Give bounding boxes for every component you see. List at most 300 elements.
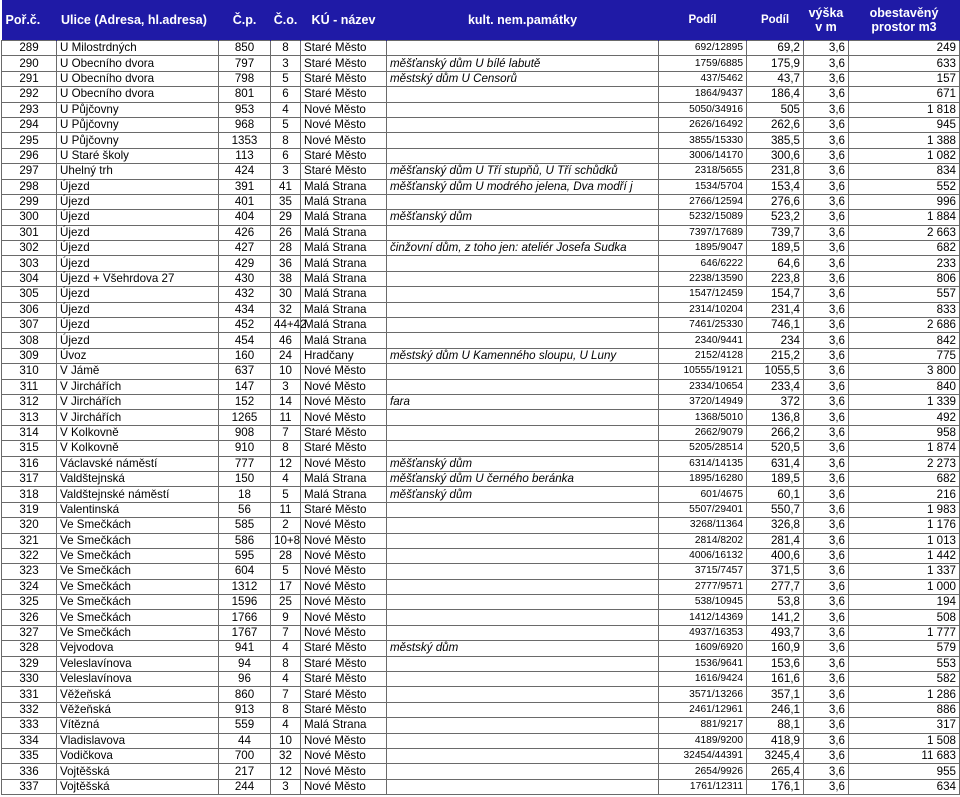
cell-volume: 11 683: [849, 748, 960, 763]
cell-ku: Nové Město: [301, 764, 387, 779]
cell-volume: 157: [849, 71, 960, 86]
cell-share-2: 276,6: [747, 194, 804, 209]
cell-share-1: 4189/9200: [659, 733, 747, 748]
cell-height: 3,6: [804, 733, 849, 748]
cell-ku: Staré Město: [301, 656, 387, 671]
cell-heritage: měšťanský dům U modrého jelena, Dva modří j: [387, 179, 659, 194]
table-row: [2, 441, 960, 456]
cell-height: 3,6: [804, 56, 849, 71]
cell-height: 3,6: [804, 71, 849, 86]
cell-volume: 1 013: [849, 533, 960, 548]
cell-height: 3,6: [804, 394, 849, 409]
cell-street: V Jámě: [57, 364, 219, 379]
cell-height: 3,6: [804, 533, 849, 548]
cell-share-2: 739,7: [747, 225, 804, 240]
cell-order: 324: [2, 579, 57, 594]
cell-order: 316: [2, 456, 57, 471]
cell-cp: 700: [219, 748, 271, 763]
cell-share-2: 281,4: [747, 533, 804, 548]
table-row: [2, 610, 960, 625]
cell-heritage: [387, 733, 659, 748]
cell-co: 30: [271, 287, 301, 302]
cell-co: 28: [271, 241, 301, 256]
cell-cp: 452: [219, 318, 271, 333]
cell-cp: 217: [219, 764, 271, 779]
cell-co: 8: [271, 702, 301, 717]
cell-volume: 1 442: [849, 548, 960, 563]
cell-heritage: městský dům U Kamenného sloupu, U Luny: [387, 348, 659, 363]
table-row: [2, 641, 960, 656]
cell-co: 44+42: [271, 318, 301, 333]
cell-heritage: městský dům U Censorů: [387, 71, 659, 86]
cell-share-2: 160,9: [747, 641, 804, 656]
cell-ku: Staré Město: [301, 41, 387, 56]
cell-volume: 249: [849, 41, 960, 56]
cell-co: 14: [271, 394, 301, 409]
cell-cp: 910: [219, 441, 271, 456]
cell-co: 28: [271, 548, 301, 563]
cell-height: 3,6: [804, 441, 849, 456]
cell-co: 11: [271, 502, 301, 517]
cell-ku: Nové Město: [301, 610, 387, 625]
cell-volume: 1 884: [849, 210, 960, 225]
cell-heritage: měšťanský dům U černého beránka: [387, 471, 659, 486]
cell-cp: 404: [219, 210, 271, 225]
cell-ku: Malá Strana: [301, 225, 387, 240]
cell-cp: 152: [219, 394, 271, 409]
cell-share-1: 3720/14949: [659, 394, 747, 409]
cell-street: Ve Smečkách: [57, 548, 219, 563]
cell-height: 3,6: [804, 102, 849, 117]
cell-share-2: 231,8: [747, 164, 804, 179]
cell-volume: 1 337: [849, 564, 960, 579]
cell-cp: 941: [219, 641, 271, 656]
cell-co: 3: [271, 779, 301, 794]
cell-co: 8: [271, 656, 301, 671]
cell-share-1: 1534/5704: [659, 179, 747, 194]
cell-height: 3,6: [804, 256, 849, 271]
cell-cp: 150: [219, 471, 271, 486]
cell-street: Veleslavínova: [57, 672, 219, 687]
table-row: [2, 225, 960, 240]
table-row: [2, 579, 960, 594]
cell-order: 337: [2, 779, 57, 794]
cell-street: Věžeňská: [57, 702, 219, 717]
cell-share-1: 2334/10654: [659, 379, 747, 394]
cell-order: 319: [2, 502, 57, 517]
cell-street: Uhelný trh: [57, 164, 219, 179]
cell-heritage: [387, 302, 659, 317]
cell-height: 3,6: [804, 364, 849, 379]
cell-heritage: měšťanský dům U Tří stupňů, U Tří schůdků: [387, 164, 659, 179]
cell-street: V Kolkovně: [57, 425, 219, 440]
cell-share-1: 1616/9424: [659, 672, 747, 687]
cell-share-1: 1536/9641: [659, 656, 747, 671]
cell-volume: 552: [849, 179, 960, 194]
cell-street: Ve Smečkách: [57, 579, 219, 594]
cell-order: 304: [2, 271, 57, 286]
cell-ku: Malá Strana: [301, 318, 387, 333]
cell-co: 7: [271, 625, 301, 640]
cell-order: 314: [2, 425, 57, 440]
cell-cp: 454: [219, 333, 271, 348]
cell-order: 335: [2, 748, 57, 763]
cell-order: 289: [2, 41, 57, 56]
cell-share-1: 1895/16280: [659, 471, 747, 486]
cell-ku: Malá Strana: [301, 302, 387, 317]
cell-heritage: městský dům: [387, 641, 659, 656]
cell-order: 328: [2, 641, 57, 656]
cell-height: 3,6: [804, 687, 849, 702]
cell-cp: 401: [219, 194, 271, 209]
cell-cp: 798: [219, 71, 271, 86]
cell-share-1: 2152/4128: [659, 348, 747, 363]
cell-share-2: 418,9: [747, 733, 804, 748]
cell-heritage: [387, 518, 659, 533]
cell-order: 325: [2, 595, 57, 610]
cell-share-2: 233,4: [747, 379, 804, 394]
cell-co: 3: [271, 379, 301, 394]
cell-heritage: [387, 610, 659, 625]
cell-share-2: 153,6: [747, 656, 804, 671]
table-row: [2, 687, 960, 702]
cell-share-1: 1864/9437: [659, 87, 747, 102]
cell-cp: 94: [219, 656, 271, 671]
cell-volume: 194: [849, 595, 960, 610]
cell-heritage: [387, 87, 659, 102]
cell-share-2: 189,5: [747, 471, 804, 486]
cell-heritage: měšťanský dům: [387, 210, 659, 225]
cell-order: 318: [2, 487, 57, 502]
cell-ku: Nové Město: [301, 394, 387, 409]
cell-order: 307: [2, 318, 57, 333]
cell-volume: 840: [849, 379, 960, 394]
cell-heritage: [387, 287, 659, 302]
table-row: [2, 41, 960, 56]
cell-volume: 671: [849, 87, 960, 102]
cell-height: 3,6: [804, 641, 849, 656]
table-row: [2, 364, 960, 379]
cell-height: 3,6: [804, 41, 849, 56]
table-row: [2, 410, 960, 425]
cell-cp: 1312: [219, 579, 271, 594]
cell-height: 3,6: [804, 333, 849, 348]
cell-height: 3,6: [804, 595, 849, 610]
table-row: [2, 56, 960, 71]
cell-share-1: 646/6222: [659, 256, 747, 271]
cell-order: 299: [2, 194, 57, 209]
cell-cp: 797: [219, 56, 271, 71]
cell-cp: 585: [219, 518, 271, 533]
cell-volume: 682: [849, 241, 960, 256]
cell-ku: Nové Město: [301, 410, 387, 425]
cell-heritage: [387, 225, 659, 240]
cell-street: U Půjčovny: [57, 133, 219, 148]
cell-street: Valdštejnské náměstí: [57, 487, 219, 502]
cell-share-2: 153,4: [747, 179, 804, 194]
cell-heritage: [387, 194, 659, 209]
cell-street: U Obecního dvora: [57, 56, 219, 71]
cell-co: 4: [271, 471, 301, 486]
cell-street: Vodičkova: [57, 748, 219, 763]
cell-share-1: 2654/9926: [659, 764, 747, 779]
cell-share-2: 300,6: [747, 148, 804, 163]
cell-share-1: 5232/15089: [659, 210, 747, 225]
cell-ku: Nové Město: [301, 379, 387, 394]
cell-cp: 430: [219, 271, 271, 286]
cell-order: 292: [2, 87, 57, 102]
cell-share-1: 2626/16492: [659, 117, 747, 132]
cell-ku: Nové Město: [301, 533, 387, 548]
cell-street: Újezd: [57, 194, 219, 209]
cell-volume: 1 508: [849, 733, 960, 748]
cell-ku: Nové Město: [301, 733, 387, 748]
cell-share-1: 5050/34916: [659, 102, 747, 117]
cell-co: 10: [271, 364, 301, 379]
cell-share-1: 2318/5655: [659, 164, 747, 179]
cell-co: 29: [271, 210, 301, 225]
cell-share-1: 881/9217: [659, 718, 747, 733]
cell-share-2: 265,4: [747, 764, 804, 779]
cell-share-2: 746,1: [747, 318, 804, 333]
cell-cp: 56: [219, 502, 271, 517]
cell-height: 3,6: [804, 133, 849, 148]
cell-share-1: 2662/9079: [659, 425, 747, 440]
cell-share-1: 6314/14135: [659, 456, 747, 471]
cell-co: 32: [271, 302, 301, 317]
cell-share-1: 32454/44391: [659, 748, 747, 763]
cell-ku: Malá Strana: [301, 194, 387, 209]
cell-share-2: 189,5: [747, 241, 804, 256]
cell-share-1: 7461/25330: [659, 318, 747, 333]
cell-share-2: 277,7: [747, 579, 804, 594]
cell-co: 6: [271, 148, 301, 163]
cell-heritage: [387, 595, 659, 610]
cell-heritage: [387, 425, 659, 440]
cell-cp: 913: [219, 702, 271, 717]
cell-share-2: 175,9: [747, 56, 804, 71]
cell-ku: Staré Město: [301, 164, 387, 179]
cell-height: 3,6: [804, 718, 849, 733]
cell-order: 326: [2, 610, 57, 625]
cell-heritage: [387, 687, 659, 702]
cell-height: 3,6: [804, 779, 849, 794]
cell-height: 3,6: [804, 194, 849, 209]
cell-ku: Hradčany: [301, 348, 387, 363]
table-row: [2, 333, 960, 348]
cell-cp: 426: [219, 225, 271, 240]
cell-share-2: 64,6: [747, 256, 804, 271]
cell-height: 3,6: [804, 117, 849, 132]
cell-share-2: 43,7: [747, 71, 804, 86]
table-row: [2, 518, 960, 533]
cell-co: 12: [271, 764, 301, 779]
cell-share-2: 266,2: [747, 425, 804, 440]
cell-co: 4: [271, 718, 301, 733]
cell-order: 302: [2, 241, 57, 256]
cell-share-1: 1895/9047: [659, 241, 747, 256]
table-row: [2, 348, 960, 363]
cell-heritage: fara: [387, 394, 659, 409]
cell-share-2: 1055,5: [747, 364, 804, 379]
cell-heritage: [387, 318, 659, 333]
table-row: [2, 87, 960, 102]
table-row: [2, 379, 960, 394]
cell-heritage: [387, 579, 659, 594]
cell-volume: 233: [849, 256, 960, 271]
cell-heritage: [387, 672, 659, 687]
cell-co: 32: [271, 748, 301, 763]
cell-order: 290: [2, 56, 57, 71]
col-header-height: výška v m: [804, 0, 849, 41]
cell-order: 305: [2, 287, 57, 302]
cell-street: Ve Smečkách: [57, 610, 219, 625]
table-row: [2, 271, 960, 286]
cell-co: 6: [271, 87, 301, 102]
cell-street: Újezd: [57, 241, 219, 256]
cell-street: U Staré školy: [57, 148, 219, 163]
cell-cp: 637: [219, 364, 271, 379]
cell-co: 8: [271, 133, 301, 148]
table-row: [2, 71, 960, 86]
cell-order: 295: [2, 133, 57, 148]
cell-cp: 801: [219, 87, 271, 102]
cell-volume: 557: [849, 287, 960, 302]
cell-ku: Nové Město: [301, 117, 387, 132]
cell-order: 334: [2, 733, 57, 748]
cell-volume: 1 874: [849, 441, 960, 456]
cell-cp: 908: [219, 425, 271, 440]
cell-volume: 216: [849, 487, 960, 502]
cell-order: 306: [2, 302, 57, 317]
cell-volume: 633: [849, 56, 960, 71]
cell-share-1: 538/10945: [659, 595, 747, 610]
table-row: [2, 672, 960, 687]
cell-volume: 492: [849, 410, 960, 425]
cell-heritage: [387, 548, 659, 563]
cell-share-2: 326,8: [747, 518, 804, 533]
cell-height: 3,6: [804, 518, 849, 533]
cell-share-1: 3006/14170: [659, 148, 747, 163]
cell-heritage: [387, 271, 659, 286]
cell-co: 10: [271, 733, 301, 748]
cell-share-2: 357,1: [747, 687, 804, 702]
cell-share-2: 520,5: [747, 441, 804, 456]
cell-volume: 1 388: [849, 133, 960, 148]
cell-heritage: [387, 117, 659, 132]
cell-ku: Malá Strana: [301, 210, 387, 225]
cell-share-2: 262,6: [747, 117, 804, 132]
cell-share-2: 176,1: [747, 779, 804, 794]
cell-heritage: [387, 625, 659, 640]
property-table: [1, 0, 960, 795]
cell-heritage: [387, 764, 659, 779]
table-row: [2, 210, 960, 225]
cell-street: Újezd: [57, 256, 219, 271]
cell-cp: 96: [219, 672, 271, 687]
cell-height: 3,6: [804, 210, 849, 225]
cell-share-1: 2238/13590: [659, 271, 747, 286]
cell-heritage: [387, 441, 659, 456]
cell-co: 9: [271, 610, 301, 625]
cell-street: Ve Smečkách: [57, 564, 219, 579]
cell-volume: 317: [849, 718, 960, 733]
cell-height: 3,6: [804, 164, 849, 179]
cell-heritage: [387, 702, 659, 717]
cell-order: 291: [2, 71, 57, 86]
cell-height: 3,6: [804, 318, 849, 333]
cell-street: U Obecního dvora: [57, 71, 219, 86]
cell-volume: 1 777: [849, 625, 960, 640]
cell-ku: Staré Město: [301, 641, 387, 656]
cell-ku: Nové Město: [301, 456, 387, 471]
cell-share-2: 69,2: [747, 41, 804, 56]
cell-co: 4: [271, 641, 301, 656]
cell-cp: 850: [219, 41, 271, 56]
cell-ku: Staré Město: [301, 71, 387, 86]
cell-co: 41: [271, 179, 301, 194]
cell-cp: 44: [219, 733, 271, 748]
cell-share-2: 550,7: [747, 502, 804, 517]
cell-ku: Nové Město: [301, 364, 387, 379]
cell-order: 329: [2, 656, 57, 671]
cell-share-1: 1368/5010: [659, 410, 747, 425]
cell-share-2: 154,7: [747, 287, 804, 302]
cell-height: 3,6: [804, 672, 849, 687]
cell-share-1: 1761/12311: [659, 779, 747, 794]
cell-street: Vojtěšská: [57, 764, 219, 779]
cell-street: Vejvodova: [57, 641, 219, 656]
cell-cp: 18: [219, 487, 271, 502]
table-row: [2, 318, 960, 333]
col-header-share-2: Podíl: [747, 0, 804, 41]
cell-share-2: 400,6: [747, 548, 804, 563]
cell-share-1: 437/5462: [659, 71, 747, 86]
cell-street: U Půjčovny: [57, 102, 219, 117]
cell-order: 300: [2, 210, 57, 225]
cell-share-1: 4937/16353: [659, 625, 747, 640]
table-row: [2, 564, 960, 579]
cell-order: 301: [2, 225, 57, 240]
cell-volume: 634: [849, 779, 960, 794]
cell-share-1: 5205/28514: [659, 441, 747, 456]
cell-height: 3,6: [804, 425, 849, 440]
cell-street: Ve Smečkách: [57, 595, 219, 610]
cell-order: 310: [2, 364, 57, 379]
table-row: [2, 718, 960, 733]
cell-order: 331: [2, 687, 57, 702]
cell-co: 7: [271, 687, 301, 702]
cell-volume: 582: [849, 672, 960, 687]
cell-order: 293: [2, 102, 57, 117]
table-row: [2, 102, 960, 117]
cell-ku: Malá Strana: [301, 256, 387, 271]
cell-volume: 945: [849, 117, 960, 132]
cell-ku: Nové Město: [301, 548, 387, 563]
cell-cp: 604: [219, 564, 271, 579]
cell-ku: Nové Město: [301, 564, 387, 579]
table-row: [2, 748, 960, 763]
table-row: [2, 164, 960, 179]
cell-share-1: 1609/6920: [659, 641, 747, 656]
cell-order: 332: [2, 702, 57, 717]
col-header-ku: KÚ - název: [301, 0, 387, 41]
cell-order: 323: [2, 564, 57, 579]
cell-share-1: 601/4675: [659, 487, 747, 502]
col-header-order: Poř.č.: [2, 0, 57, 41]
cell-height: 3,6: [804, 271, 849, 286]
cell-street: Václavské náměstí: [57, 456, 219, 471]
